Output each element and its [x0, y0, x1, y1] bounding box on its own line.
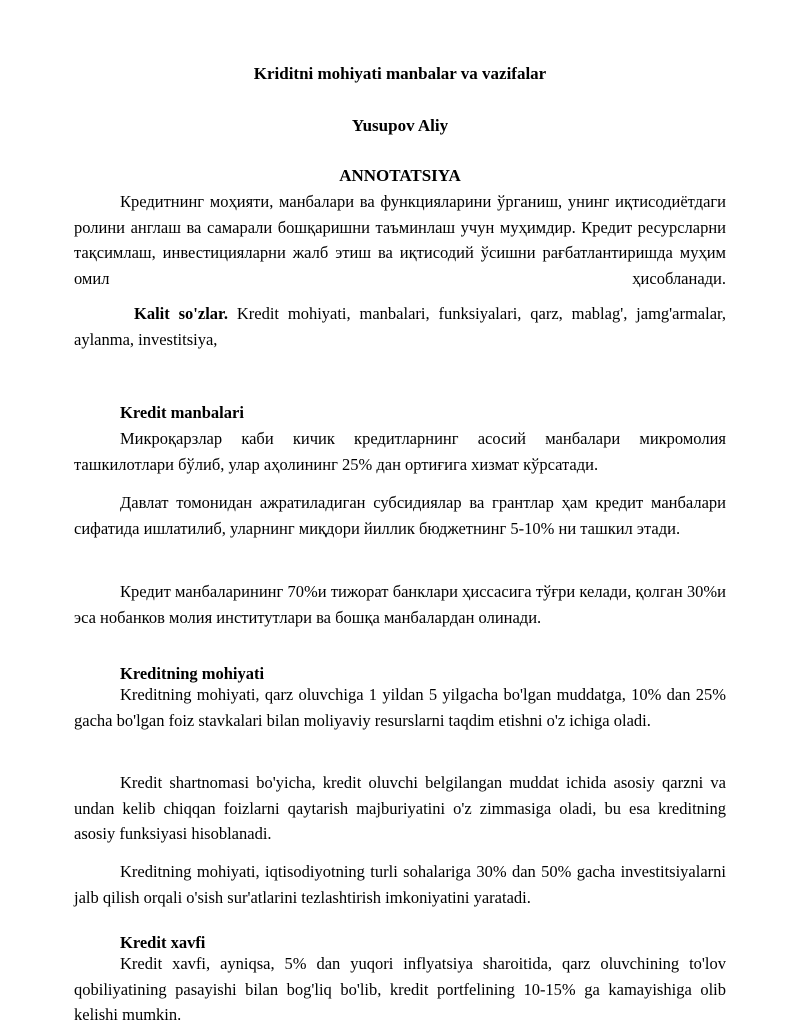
section-1-paragraph-2: Давлат томонидан ажратиладиган субсидиялар ва грантлар ҳам кредит манбалари сифатида ишлатилиб, уларнинг миқдори йиллик бюджетнинг 5-10% ни ташкил этади. — [74, 493, 726, 538]
keywords-label: Kalit so'zlar. — [134, 304, 228, 323]
section-1-paragraph-3: Кредит манбаларининг 70%и тижорат банклари ҳиссасига тўғри келади, қолган 30%и эса нобанков молия институтлари ва бошқа манбалардан олинади. — [74, 582, 726, 627]
abstract-heading: ANNOTATSIYA — [339, 166, 461, 185]
section-heading-kreditning-mohiyati: Kreditning mohiyati — [120, 664, 265, 683]
abstract-text: Кредитнинг моҳияти, манбалари ва функцияларини ўрганиш, унинг иқтисодиётдаги ролини англаш ва самарали бошқаришни таъминлаш учун муҳимдир. Кредит ресурсларни тақсимлаш, инвестицияларни жалб этиш ва иқтисодий ўсишни рағбатлантиришда муҳим омил ҳисобланади. — [74, 192, 726, 288]
keywords-text: Kredit mohiyati, manbalari, funksiyalari, qarz, mablag', jamg'armalar, aylanma, investitsiya, — [74, 304, 726, 349]
section-heading-kredit-xavfi: Kredit xavfi — [120, 933, 206, 952]
paper-author: Yusupov Aliy — [351, 116, 449, 135]
section-2-paragraph-1: Kreditning mohiyati, qarz oluvchiga 1 yildan 5 yilgacha bo'lgan muddatga, 10% dan 25% gacha bo'lgan foiz stavkalari bilan moliyaviy resurslarni taqdim etishni o'z ichiga oladi. — [74, 685, 726, 730]
keywords-paragraph — [74, 301, 726, 352]
section-heading-kredit-manbalari: Kredit manbalari — [120, 403, 244, 422]
section-2-paragraph-3: Kreditning mohiyati, iqtisodiyotning turli sohalariga 30% dan 50% gacha investitsiyalarni jalb qilish orqali o'sish sur'atlarini tezlashtirish imkoniyatini yaratadi. — [74, 862, 726, 907]
section-2-paragraph-2: Kredit shartnomasi bo'yicha, kredit oluvchi belgilangan muddat ichida asosiy qarzni va undan kelib chiqqan foizlarni qaytarish majburiyatini o'z zimmasiga oladi, bu esa kreditning asosiy funksiyasi hisoblanadi. — [74, 773, 726, 843]
paper-title: Kriditni mohiyati manbalar va vazifalar — [253, 64, 547, 83]
section-1-paragraph-1: Микроқарзлар каби кичик кредитларнинг асосий манбалари микромолия ташкилотлари бўлиб, улар аҳолининг 25% дан ортиғига хизмат кўрсатади. — [74, 429, 726, 474]
section-3-paragraph-1: Kredit xavfi, ayniqsa, 5% dan yuqori inflyatsiya sharoitida, qarz oluvchining to'lov qobiliyatining pasayishi bilan bog'liq bo'lib, kredit portfelining 10-15% ga kamayishiga olib kelishi mumkin. — [74, 954, 726, 1024]
